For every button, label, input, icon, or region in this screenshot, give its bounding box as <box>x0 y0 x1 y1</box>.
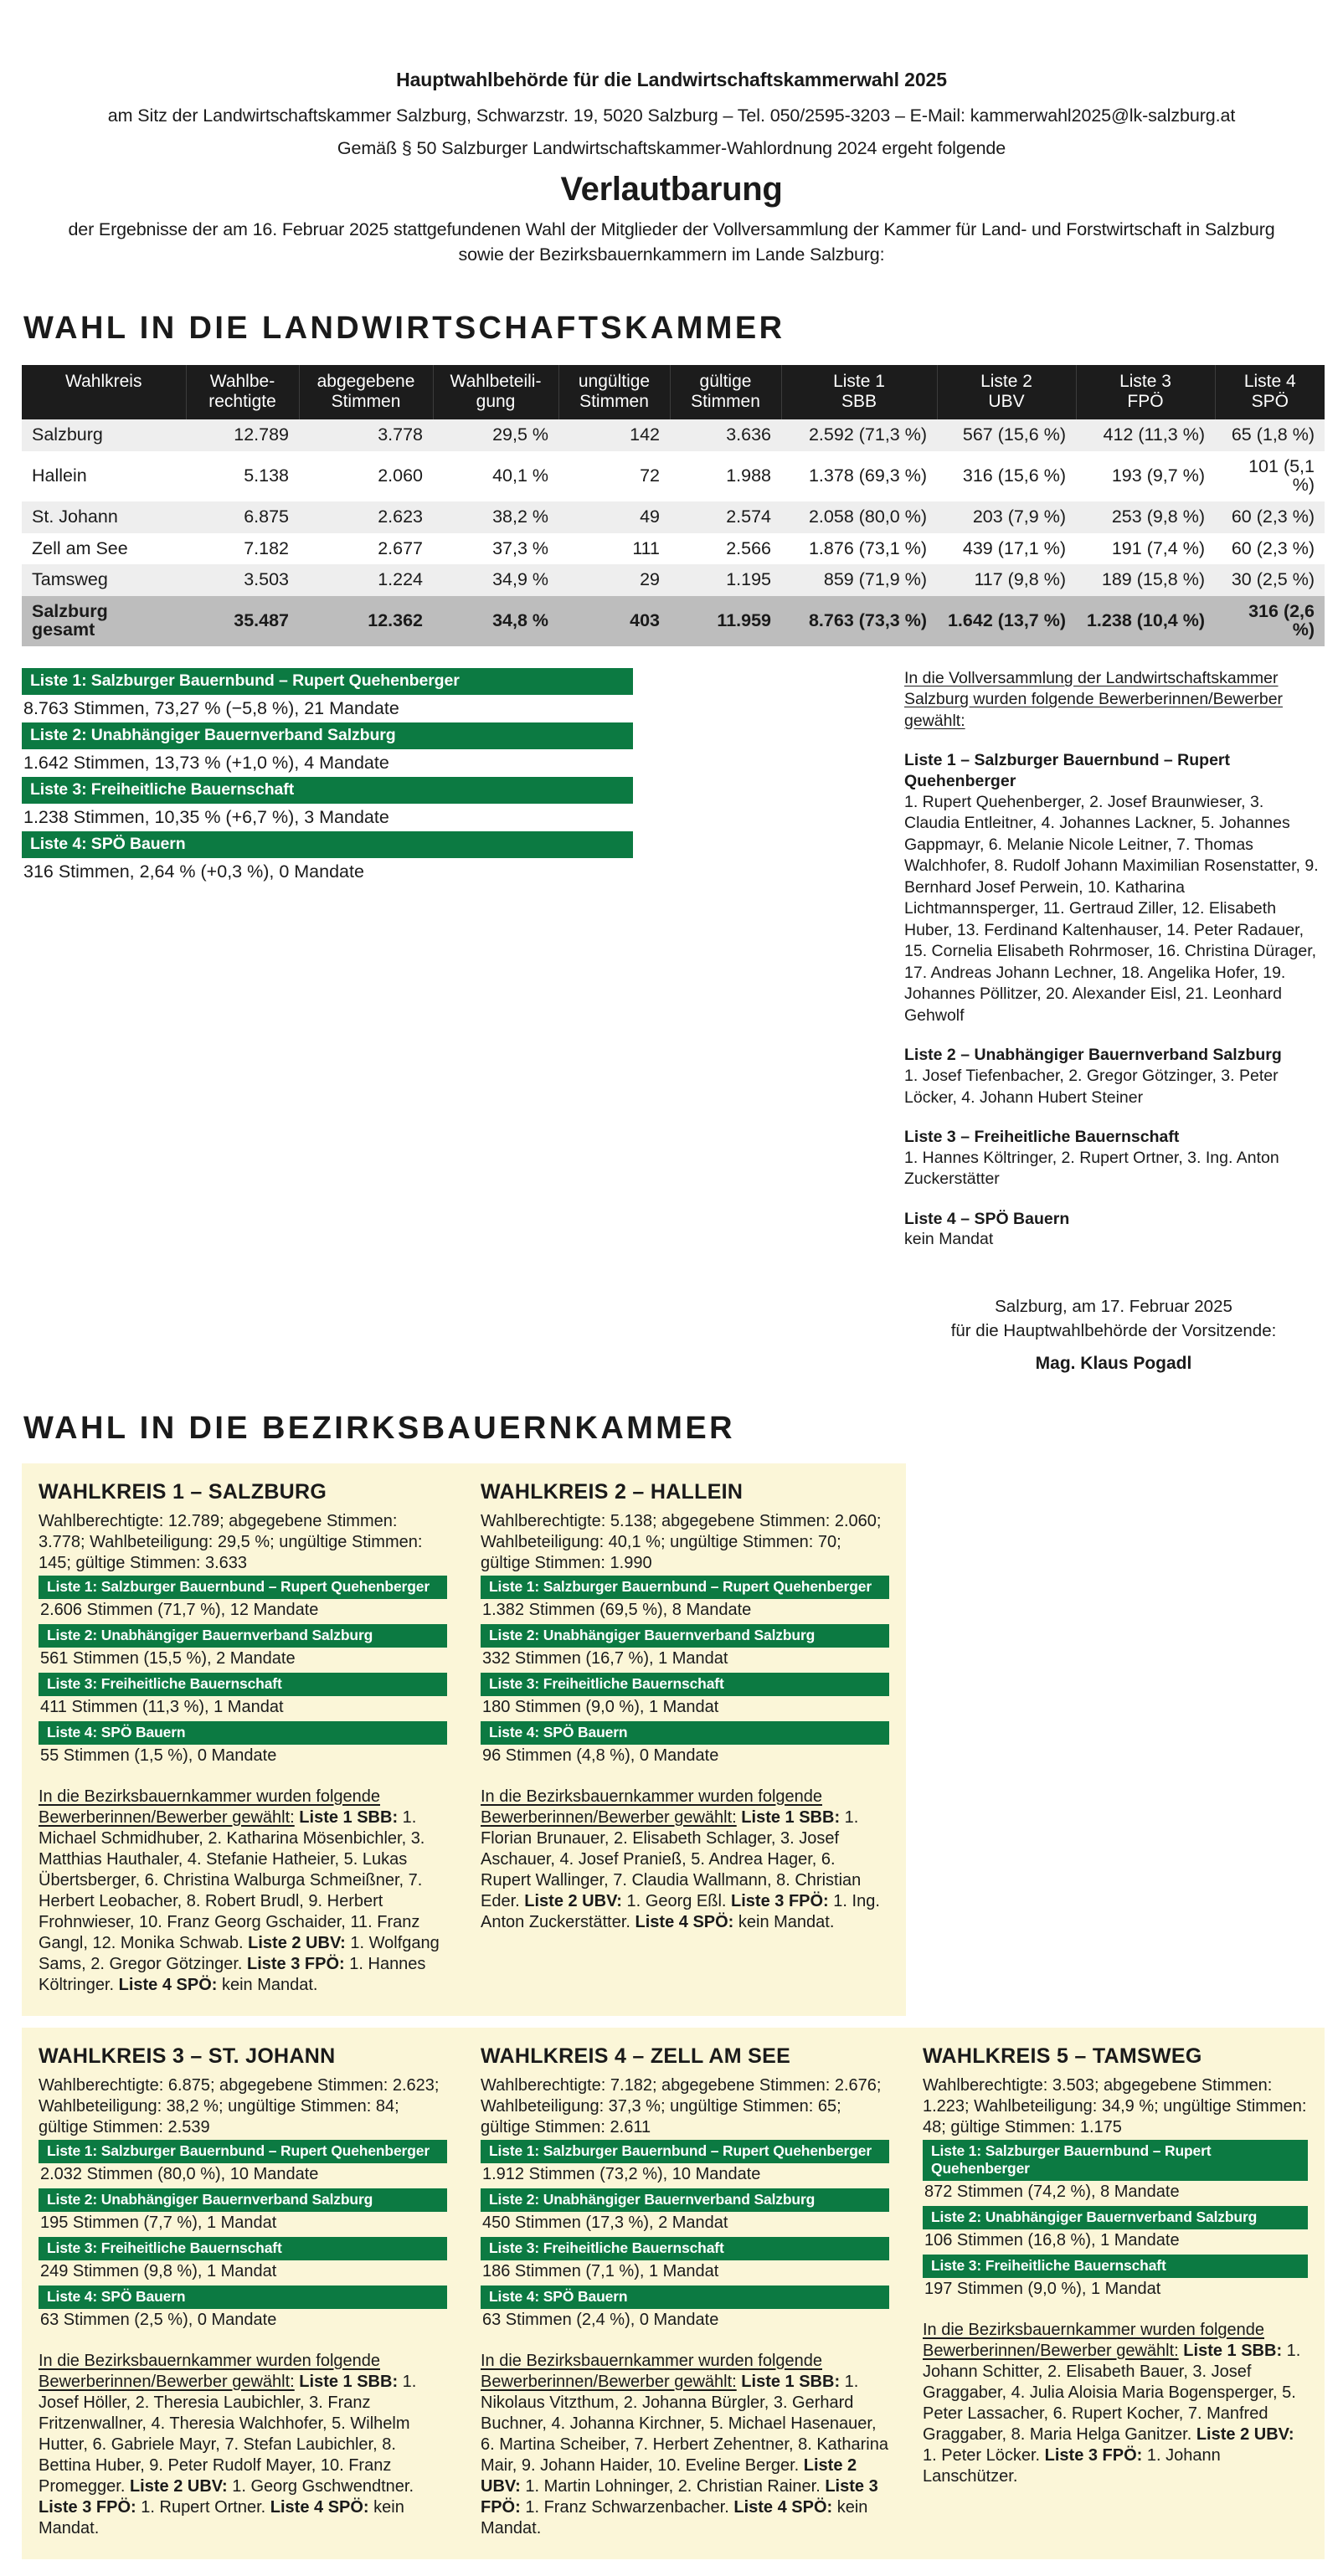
wahlkreis-stats-4: Wahlberechtigte: 7.182; abgegebene Stimmen: 2.676; Wahlbeteiligung: 37,3 %; ungültige Stimmen: 65; gültige Stimmen: 2.611 <box>481 2075 882 2136</box>
wk2-elected-label-2: Liste 2 UBV: <box>524 1891 622 1910</box>
wk2-bar-liste-4: Liste 4: SPÖ Bauern <box>481 1721 889 1745</box>
th-liste-2-l1: Liste 2 <box>980 372 1032 392</box>
wahlkreis-card-4 <box>464 2028 906 2559</box>
wk4-bar-liste-1: Liste 1: Salzburger Bauernbund – Rupert Quehenberger <box>481 2140 889 2163</box>
cell-gueltig: 1.195 <box>670 564 781 596</box>
vollversammlung-block-liste-3 <box>904 1127 1323 1190</box>
wk1-value-liste-1: 2.606 Stimmen (71,7 %), 12 Mandate <box>40 1600 319 1619</box>
th-liste-1-l1: Liste 1 <box>833 372 885 392</box>
table-row <box>22 501 1325 533</box>
wk2-elected-label-4: Liste 4 SPÖ: <box>635 1912 734 1931</box>
wk3-value-liste-2: 195 Stimmen (7,7 %), 1 Mandat <box>40 2213 277 2232</box>
cell-berechtigte: 3.503 <box>186 564 299 596</box>
table-row <box>22 564 1325 596</box>
wk2-elected-text-1: 1. Florian Brunauer, 2. Elisabeth Schlager, 3. Josef Aschauer, 4. Josef Pranieß, 5. Andrea Hager, 6. Rupert Wallinger, 7. Claudia Wallmann, 8. Christian Eder. <box>481 1807 862 1910</box>
wk3-elected-text-1: 1. Josef Höller, 2. Theresia Laubichler, 3. Franz Fritzenwallner, 4. Theresia Walchhofer, 5. Wilhelm Hutter, 6. Gabriele Mayr, 7. Stefan Laubichler, 8. Bettina Huber, 9. Peter Rudolf Mayer, 10. Franz Promegger. <box>39 2372 417 2496</box>
document-title: Verlautbarung <box>560 171 783 208</box>
vollversammlung-head-liste-3: Liste 3 – Freiheitliche Bauernschaft <box>904 1128 1180 1147</box>
wk4-elected-label-4: Liste 4 SPÖ: <box>733 2497 833 2517</box>
wahlkreis-stats-2: Wahlberechtigte: 5.138; abgegebene Stimmen: 2.060; Wahlbeteiligung: 40,1 %; ungültige Stimmen: 70; gültige Stimmen: 1.990 <box>481 1511 882 1572</box>
cell-liste2: 203 (7,9 %) <box>937 501 1076 533</box>
cell-beteiligung: 34,9 % <box>433 564 558 596</box>
wk4-value-liste-3: 186 Stimmen (7,1 %), 1 Mandat <box>482 2261 719 2280</box>
signature-name: Mag. Klaus Pogadl <box>1035 1354 1192 1374</box>
vollversammlung-block-liste-2 <box>904 1045 1323 1108</box>
wk3-value-liste-1: 2.032 Stimmen (80,0 %), 10 Mandate <box>40 2164 319 2183</box>
cell-abgegeben: 3.778 <box>299 419 433 451</box>
wk5-bar-liste-1: Liste 1: Salzburger Bauernbund – Rupert Quehenberger <box>923 2140 1308 2181</box>
vollversammlung-body-liste-4: kein Mandat <box>904 1230 994 1249</box>
cell-wahlkreis: St. Johann <box>22 501 186 533</box>
cell-ungueltig-total: 403 <box>558 596 670 646</box>
cell-gueltig: 2.566 <box>670 533 781 565</box>
wk4-elected-label-2: Liste 2 UBV: <box>481 2455 857 2496</box>
cell-abgegeben: 2.060 <box>299 451 433 501</box>
wk5-elected <box>923 2320 1308 2487</box>
list-value-liste-3: 1.238 Stimmen, 10,35 % (+6,7 %), 3 Mandate <box>23 807 389 827</box>
legal-basis-line: Gemäß § 50 Salzburger Landwirtschaftskammer-Wahlordnung 2024 ergeht folgende <box>337 138 1006 158</box>
results-table <box>22 365 1325 646</box>
cell-liste4: 60 (2,3 %) <box>1215 501 1325 533</box>
vollversammlung-body-liste-2: 1. Josef Tiefenbacher, 2. Gregor Götzinger, 3. Peter Löcker, 4. Johann Hubert Steiner <box>904 1066 1279 1107</box>
wk3-value-liste-3: 249 Stimmen (9,8 %), 1 Mandat <box>40 2261 277 2280</box>
cell-berechtigte: 7.182 <box>186 533 299 565</box>
cell-liste2: 439 (17,1 %) <box>937 533 1076 565</box>
cell-abgegeben: 1.224 <box>299 564 433 596</box>
wk2-bar-liste-1: Liste 1: Salzburger Bauernbund – Rupert Quehenberger <box>481 1576 889 1599</box>
list-bar-liste-4: Liste 4: SPÖ Bauern <box>22 831 633 858</box>
cell-liste4: 65 (1,8 %) <box>1215 419 1325 451</box>
wk5-bar-liste-3: Liste 3: Freiheitliche Bauernschaft <box>923 2255 1308 2278</box>
wk2-bar-liste-2: Liste 2: Unabhängiger Bauernverband Salzburg <box>481 1624 889 1648</box>
cell-liste3: 253 (9,8 %) <box>1076 501 1215 533</box>
summary-and-members-row <box>20 668 1323 1377</box>
wk3-bar-liste-2: Liste 2: Unabhängiger Bauernverband Salzburg <box>39 2188 447 2212</box>
table-row-total <box>22 596 1325 646</box>
table-row <box>22 419 1325 451</box>
th-liste-2 <box>937 365 1076 419</box>
th-liste-4-l2: SPÖ <box>1251 391 1289 411</box>
th-liste-2-l2: UBV <box>988 391 1025 411</box>
wk2-elected-label-3: Liste 3 FPÖ: <box>731 1891 829 1910</box>
wahlkreis-grid-spacer <box>906 1463 1325 2016</box>
wk1-elected-label-1: Liste 1 SBB: <box>299 1807 399 1827</box>
cell-wahlkreis: Tamsweg <box>22 564 186 596</box>
th-liste-1 <box>781 365 937 419</box>
th-gueltige-l1: gültige <box>699 372 752 392</box>
vollversammlung-head-liste-2: Liste 2 – Unabhängiger Bauernverband Salzburg <box>904 1046 1282 1065</box>
th-liste-4-l1: Liste 4 <box>1243 372 1296 392</box>
wk1-bar-liste-1: Liste 1: Salzburger Bauernbund – Rupert Quehenberger <box>39 1576 447 1599</box>
wk1-bar-liste-2: Liste 2: Unabhängiger Bauernverband Salzburg <box>39 1624 447 1648</box>
wk2-value-liste-2: 332 Stimmen (16,7 %), 1 Mandat <box>482 1648 728 1668</box>
wk1-value-liste-4: 55 Stimmen (1,5 %), 0 Mandate <box>40 1746 277 1765</box>
wk4-elected-text-1: 1. Nikolaus Vitzthum, 2. Johanna Bürgler, 3. Gerhard Buchner, 4. Johanna Kirchner, 5. Michael Hasenauer, 6. Martina Scheiber, 7. Herbert Zehentner, 8. Katharina Mair, 9. Johann Haider, 10. Eveline Berger. <box>481 2372 888 2475</box>
wk4-value-liste-1: 1.912 Stimmen (73,2 %), 10 Mandate <box>482 2164 761 2183</box>
wahlkreis-card-2 <box>464 1463 906 2016</box>
cell-wahlkreis: Hallein <box>22 451 186 501</box>
cell-liste1: 2.058 (80,0 %) <box>781 501 937 533</box>
cell-berechtigte-total: 35.487 <box>186 596 299 646</box>
th-gueltige-l2: Stimmen <box>691 391 760 411</box>
wahlkreis-title-1: WAHLKREIS 1 – SALZBURG <box>39 1479 327 1504</box>
wk3-bar-liste-4: Liste 4: SPÖ Bauern <box>39 2285 447 2309</box>
document-header <box>20 69 1323 267</box>
th-ungueltige-l2: Stimmen <box>579 391 649 411</box>
th-abgegebene-stimmen <box>299 365 433 419</box>
cell-liste3: 189 (15,8 %) <box>1076 564 1215 596</box>
wk4-bar-liste-4: Liste 4: SPÖ Bauern <box>481 2285 889 2309</box>
cell-berechtigte: 12.789 <box>186 419 299 451</box>
wk1-elected-text-1: 1. Michael Schmidhuber, 2. Katharina Mösenbichler, 3. Matthias Hauthaler, 4. Stefanie Hatheier, 5. Lukas Übertsberger, 6. Christina Walburga Schmeißner, 7. Herbert Leobacher, 8. Robert Brudl, 9. Herbert Frohnwieser, 10. Franz Georg Gschaider, 11. Franz Gangl, 12. Monika Schwab. <box>39 1807 425 1952</box>
wk4-elected-intro: In die Bezirksbauernkammer wurden folgende Bewerberinnen/Bewerber gewählt: <box>481 2351 822 2391</box>
th-gueltige-stimmen <box>670 365 781 419</box>
wk2-elected-text-3: 1. Ing. Anton Zuckerstätter. <box>481 1891 880 1931</box>
wk4-elected-text-2: 1. Martin Lohninger, 2. Christian Rainer. <box>520 2476 826 2496</box>
cell-liste1-total: 8.763 (73,3 %) <box>781 596 937 646</box>
wk4-elected-text-3: 1. Franz Schwarzenbacher. <box>520 2497 734 2517</box>
cell-liste3: 412 (11,3 %) <box>1076 419 1215 451</box>
wk5-elected-label-2: Liste 2 UBV: <box>1196 2424 1294 2444</box>
wk4-elected-label-3: Liste 3 FPÖ: <box>481 2476 878 2517</box>
th-wahlbeteiligung-l1: Wahlbeteili- <box>450 372 542 392</box>
wk3-elected <box>39 2351 447 2539</box>
wk3-elected-text-2: 1. Georg Gschwendtner. <box>227 2476 414 2496</box>
section-heading-bezirksbauernkammer: WAHL IN DIE BEZIRKSBAUERNKAMMER <box>23 1410 735 1446</box>
signature-place-date: Salzburg, am 17. Februar 2025 <box>995 1296 1232 1316</box>
cell-gueltig: 2.574 <box>670 501 781 533</box>
cell-liste3-total: 1.238 (10,4 %) <box>1076 596 1215 646</box>
cell-beteiligung: 38,2 % <box>433 501 558 533</box>
th-wahlbeteiligung-l2: gung <box>476 391 516 411</box>
wk4-value-liste-4: 63 Stimmen (2,4 %), 0 Mandate <box>482 2310 719 2329</box>
cell-liste4: 30 (2,5 %) <box>1215 564 1325 596</box>
wk1-value-liste-3: 411 Stimmen (11,3 %), 1 Mandat <box>40 1697 284 1716</box>
vollversammlung-head-liste-1: Liste 1 – Salzburger Bauernbund – Rupert Quehenberger <box>904 751 1230 790</box>
wk1-elected <box>39 1787 447 1996</box>
wahlkreis-grid <box>22 1463 1323 2559</box>
wk1-elected-label-2: Liste 2 UBV: <box>248 1933 346 1952</box>
wahlkreis-card-5 <box>906 2028 1325 2559</box>
th-liste-3-l1: Liste 3 <box>1119 372 1171 392</box>
th-wahlkreis-l1: Wahlkreis <box>65 372 142 392</box>
wk1-bar-liste-4: Liste 4: SPÖ Bauern <box>39 1721 447 1745</box>
vollversammlung-body-liste-3: 1. Hannes Költringer, 2. Rupert Ortner, 3. Ing. Anton Zuckerstätter <box>904 1148 1279 1189</box>
vollversammlung-block-liste-4 <box>904 1209 1323 1251</box>
list-bar-liste-3: Liste 3: Freiheitliche Bauernschaft <box>22 777 633 804</box>
cell-liste4: 60 (2,3 %) <box>1215 533 1325 565</box>
wahlkreis-stats-1: Wahlberechtigte: 12.789; abgegebene Stimmen: 3.778; Wahlbeteiligung: 29,5 %; ungültige Stimmen: 145; gültige Stimmen: 3.633 <box>39 1511 423 1572</box>
th-wahlberechtigte-l1: Wahlbe- <box>209 372 275 392</box>
cell-gueltig: 3.636 <box>670 419 781 451</box>
th-wahlberechtigte-l2: rechtigte <box>208 391 276 411</box>
wk1-elected-label-3: Liste 3 FPÖ: <box>247 1954 345 1973</box>
list-value-liste-4: 316 Stimmen, 2,64 % (+0,3 %), 0 Mandate <box>23 861 364 882</box>
wk3-elected-text-4: kein Mandat. <box>39 2497 404 2537</box>
wk3-bar-liste-1: Liste 1: Salzburger Bauernbund – Rupert Quehenberger <box>39 2140 447 2163</box>
wk2-elected-label-1: Liste 1 SBB: <box>741 1807 841 1827</box>
vollversammlung-intro: In die Vollversammlung der Landwirtschaftskammer Salzburg wurden folgende Bewerberinnen/Bewerber gewählt: <box>904 668 1284 730</box>
th-wahlbeteiligung <box>433 365 558 419</box>
cell-ungueltig: 142 <box>558 419 670 451</box>
wk3-elected-label-2: Liste 2 UBV: <box>129 2476 228 2496</box>
wk3-bar-liste-3: Liste 3: Freiheitliche Bauernschaft <box>39 2237 447 2260</box>
cell-liste3: 191 (7,4 %) <box>1076 533 1215 565</box>
results-header-row <box>22 365 1325 419</box>
signature-block <box>904 1294 1323 1377</box>
cell-liste4-total: 316 (2,6 %) <box>1215 596 1325 646</box>
th-abgegebene-l1: abgegebene <box>316 372 415 392</box>
wk4-value-liste-2: 450 Stimmen (17,3 %), 2 Mandat <box>482 2213 728 2232</box>
authority-title: Hauptwahlbehörde für die Landwirtschaftskammerwahl 2025 <box>396 69 947 90</box>
cell-gueltig: 1.988 <box>670 451 781 501</box>
results-table-head <box>22 365 1325 419</box>
cell-liste4: 101 (5,1 %) <box>1215 451 1325 501</box>
cell-ungueltig: 29 <box>558 564 670 596</box>
list-value-liste-2: 1.642 Stimmen, 13,73 % (+1,0 %), 4 Mandate <box>23 752 389 773</box>
wk3-elected-intro: In die Bezirksbauernkammer wurden folgende Bewerberinnen/Bewerber gewählt: <box>39 2351 380 2391</box>
cell-abgegeben: 2.623 <box>299 501 433 533</box>
wk2-elected-text-2: 1. Georg Eßl. <box>621 1891 732 1910</box>
cell-beteiligung: 37,3 % <box>433 533 558 565</box>
wahlkreis-stats-3: Wahlberechtigte: 6.875; abgegebene Stimmen: 2.623; Wahlbeteiligung: 38,2 %; ungültige Stimmen: 84; gültige Stimmen: 2.539 <box>39 2075 440 2136</box>
wk3-value-liste-4: 63 Stimmen (2,5 %), 0 Mandate <box>40 2310 277 2329</box>
wk2-elected-intro: In die Bezirksbauernkammer wurden folgende Bewerberinnen/Bewerber gewählt: <box>481 1787 822 1827</box>
document-subtitle-line-1: der Ergebnisse der am 16. Februar 2025 stattgefundenen Wahl der Mitglieder der Vollversammlung der Kammer für Land- und Forstwirtschaft in Salzburg <box>68 219 1275 239</box>
cell-wahlkreis-total: Salzburg gesamt <box>22 596 186 646</box>
results-table-body <box>22 419 1325 646</box>
wk1-elected-label-4: Liste 4 SPÖ: <box>118 1975 218 1994</box>
wk2-bar-liste-3: Liste 3: Freiheitliche Bauernschaft <box>481 1673 889 1696</box>
cell-abgegeben: 2.677 <box>299 533 433 565</box>
list-bar-liste-2: Liste 2: Unabhängiger Bauernverband Salzburg <box>22 722 633 749</box>
wk5-elected-text-3: 1. Johann Lanschützer. <box>923 2445 1221 2486</box>
cell-ungueltig: 72 <box>558 451 670 501</box>
th-liste-1-l2: SBB <box>841 391 877 411</box>
cell-beteiligung: 40,1 % <box>433 451 558 501</box>
wk5-value-liste-3: 197 Stimmen (9,0 %), 1 Mandat <box>924 2279 1161 2298</box>
wk5-elected-label-1: Liste 1 SBB: <box>1183 2341 1283 2360</box>
wk4-elected <box>481 2351 889 2539</box>
cell-ungueltig: 49 <box>558 501 670 533</box>
wk1-elected-intro: In die Bezirksbauernkammer wurden folgende Bewerberinnen/Bewerber gewählt: <box>39 1787 380 1827</box>
cell-liste2: 567 (15,6 %) <box>937 419 1076 451</box>
wk2-value-liste-4: 96 Stimmen (4,8 %), 0 Mandate <box>482 1746 719 1765</box>
wk3-elected-label-3: Liste 3 FPÖ: <box>39 2497 136 2517</box>
wk1-bar-liste-3: Liste 3: Freiheitliche Bauernschaft <box>39 1673 447 1696</box>
wk1-value-liste-2: 561 Stimmen (15,5 %), 2 Mandate <box>40 1648 296 1668</box>
th-ungueltige-stimmen <box>558 365 670 419</box>
wahlkreis-title-4: WAHLKREIS 4 – ZELL AM SEE <box>481 2044 791 2068</box>
cell-liste1: 1.876 (73,1 %) <box>781 533 937 565</box>
th-wahlkreis <box>22 365 186 419</box>
wk1-elected-text-3: 1. Hannes Költringer. <box>39 1954 426 1994</box>
cell-beteiligung-total: 34,8 % <box>433 596 558 646</box>
th-liste-3-l2: FPÖ <box>1127 391 1164 411</box>
vollversammlung-block-liste-1 <box>904 750 1323 1026</box>
wahlkreis-title-3: WAHLKREIS 3 – ST. JOHANN <box>39 2044 336 2068</box>
vollversammlung-body-liste-1: 1. Rupert Quehenberger, 2. Josef Braunwieser, 3. Claudia Entleitner, 4. Johannes Lackner, 5. Johannes Gappmayr, 6. Melanie Nicole Leitner, 7. Thomas Walchhofer, 8. Rudolf Johann Maximilian Rosenstatter, 9. Bernhard Josef Perwein, 10. Katharina Lichtmannsperger, 11. Gertraud Ziller, 12. Elisabeth Huber, 13. Ferdinand Kaltenhauser, 14. Peter Radauer, 15. Cornelia Elisabeth Rohrmoser, 16. Christina Dürager, 17. Andreas Johann Lechner, 18. Angelika Hofer, 19. Johannes Pöllitzer, 20. Alexander Eisl, 21. Leonhard Gehwolf <box>904 792 1319 1025</box>
wk5-elected-label-3: Liste 3 FPÖ: <box>1044 2445 1143 2465</box>
table-row <box>22 533 1325 565</box>
th-liste-3 <box>1076 365 1215 419</box>
th-ungueltige-l1: ungültige <box>578 372 651 392</box>
wk4-elected-label-1: Liste 1 SBB: <box>741 2372 841 2391</box>
vollversammlung-head-liste-4: Liste 4 – SPÖ Bauern <box>904 1209 1070 1228</box>
cell-berechtigte: 6.875 <box>186 501 299 533</box>
wk5-bar-liste-2: Liste 2: Unabhängiger Bauernverband Salzburg <box>923 2206 1308 2229</box>
wk4-elected-text-4: kein Mandat. <box>481 2497 868 2537</box>
authority-address: am Sitz der Landwirtschaftskammer Salzburg, Schwarzstr. 19, 5020 Salzburg – Tel. 050/2595-3203 – E-Mail: kammerwahl2025@lk-salzburg.at <box>107 105 1236 126</box>
section-heading-landwirtschaftskammer: WAHL IN DIE LANDWIRTSCHAFTSKAMMER <box>23 311 785 347</box>
wahlkreis-title-2: WAHLKREIS 2 – HALLEIN <box>481 1479 744 1504</box>
cell-liste1: 1.378 (69,3 %) <box>781 451 937 501</box>
wk5-value-liste-1: 872 Stimmen (74,2 %), 8 Mandate <box>924 2182 1180 2201</box>
cell-beteiligung: 29,5 % <box>433 419 558 451</box>
wk5-elected-text-2: 1. Peter Löcker. <box>923 2445 1045 2465</box>
list-bar-liste-1: Liste 1: Salzburger Bauernbund – Rupert Quehenberger <box>22 668 633 695</box>
wk5-elected-text-1: 1. Johann Schitter, 2. Elisabeth Bauer, 3. Josef Graggaber, 4. Julia Aloisia Maria Bogensperger, 5. Peter Lassacher, 6. Rupert Kocher, 7. Manfred Graggaber, 8. Maria Helga Ganitzer. <box>923 2341 1301 2444</box>
cell-wahlkreis: Zell am See <box>22 533 186 565</box>
wk2-value-liste-1: 1.382 Stimmen (69,5 %), 8 Mandate <box>482 1600 752 1619</box>
cell-gueltig-total: 11.959 <box>670 596 781 646</box>
wk1-elected-text-2: 1. Wolfgang Sams, 2. Gregor Götzinger. <box>39 1933 440 1973</box>
cell-liste2: 117 (9,8 %) <box>937 564 1076 596</box>
cell-liste2: 316 (15,6 %) <box>937 451 1076 501</box>
document-subtitle-line-2: sowie der Bezirksbauernkammern im Lande Salzburg: <box>458 244 885 265</box>
wahlkreis-card-3 <box>22 2028 464 2559</box>
signature-role: für die Hauptwahlbehörde der Vorsitzende: <box>950 1321 1277 1341</box>
wahlkreis-title-5: WAHLKREIS 5 – TAMSWEG <box>923 2044 1202 2068</box>
vollversammlung-members <box>904 668 1323 1377</box>
wk4-bar-liste-3: Liste 3: Freiheitliche Bauernschaft <box>481 2237 889 2260</box>
table-row <box>22 451 1325 501</box>
wk5-value-liste-2: 106 Stimmen (16,8 %), 1 Mandate <box>924 2230 1180 2250</box>
wk3-elected-label-1: Liste 1 SBB: <box>299 2372 399 2391</box>
wahlkreis-stats-5: Wahlberechtigte: 3.503; abgegebene Stimmen: 1.223; Wahlbeteiligung: 34,9 %; ungültige Stimmen: 48; gültige Stimmen: 1.175 <box>923 2075 1307 2136</box>
statewide-list-summary <box>22 668 633 886</box>
wk4-bar-liste-2: Liste 2: Unabhängiger Bauernverband Salzburg <box>481 2188 889 2212</box>
cell-wahlkreis: Salzburg <box>22 419 186 451</box>
wk2-value-liste-3: 180 Stimmen (9,0 %), 1 Mandat <box>482 1697 719 1716</box>
cell-liste1: 859 (71,9 %) <box>781 564 937 596</box>
th-wahlberechtigte <box>186 365 299 419</box>
th-liste-4 <box>1215 365 1325 419</box>
cell-abgegeben-total: 12.362 <box>299 596 433 646</box>
cell-liste3: 193 (9,7 %) <box>1076 451 1215 501</box>
cell-berechtigte: 5.138 <box>186 451 299 501</box>
wk1-elected-text-4: kein Mandat. <box>217 1975 318 1994</box>
cell-ungueltig: 111 <box>558 533 670 565</box>
wk3-elected-label-4: Liste 4 SPÖ: <box>270 2497 369 2517</box>
wahlkreis-card-1 <box>22 1463 464 2016</box>
wk2-elected <box>481 1787 889 1933</box>
wk3-elected-text-3: 1. Rupert Ortner. <box>136 2497 270 2517</box>
list-value-liste-1: 8.763 Stimmen, 73,27 % (−5,8 %), 21 Mandate <box>23 697 399 718</box>
wk5-elected-intro: In die Bezirksbauernkammer wurden folgende Bewerberinnen/Bewerber gewählt: <box>923 2320 1264 2360</box>
cell-liste1: 2.592 (71,3 %) <box>781 419 937 451</box>
cell-liste2-total: 1.642 (13,7 %) <box>937 596 1076 646</box>
wk2-elected-text-4: kein Mandat. <box>733 1912 835 1931</box>
th-abgegebene-l2: Stimmen <box>331 391 401 411</box>
